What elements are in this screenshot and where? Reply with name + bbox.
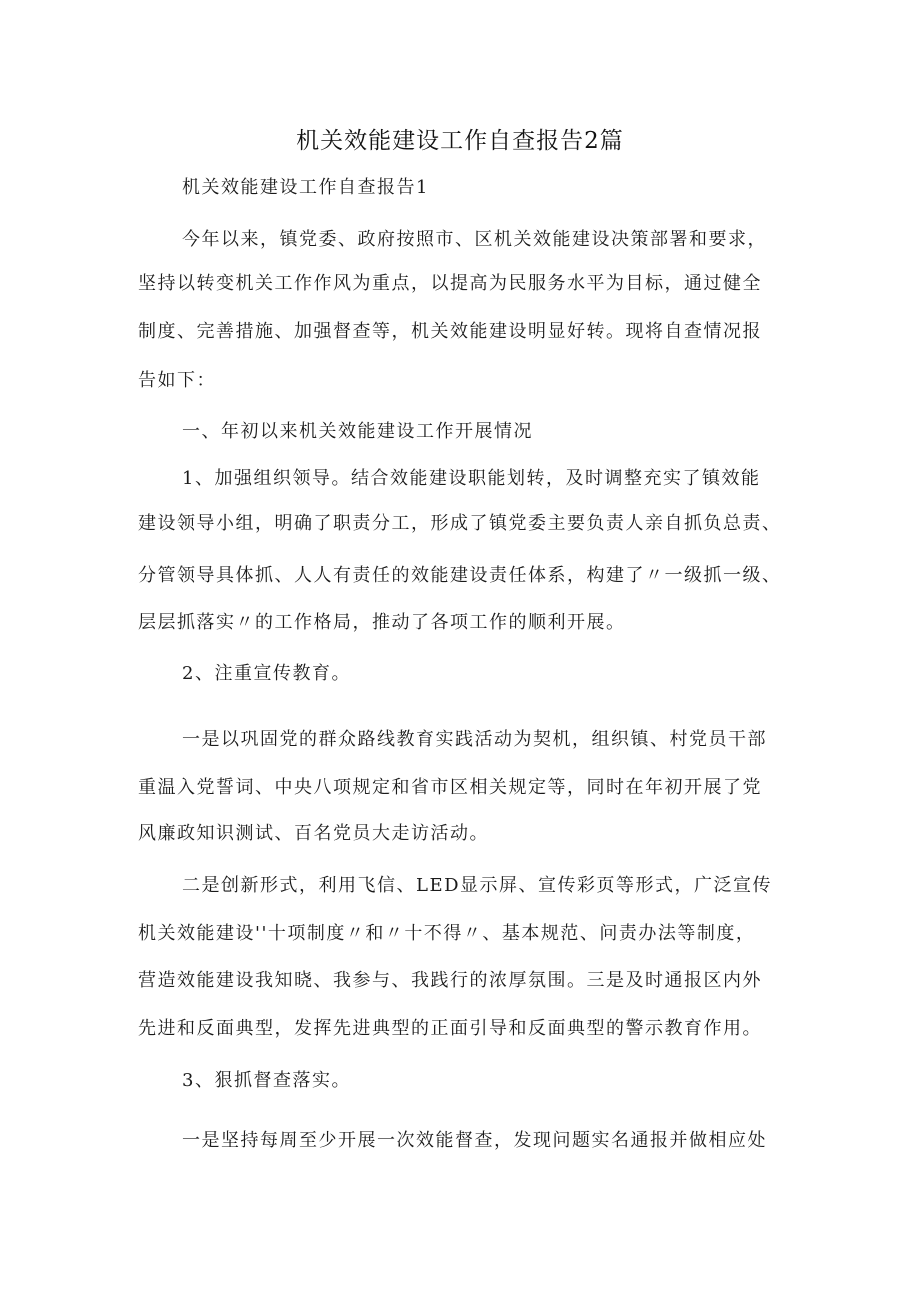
subsection-heading: 3、狠抓督查落实。 bbox=[182, 1070, 351, 1091]
text-line: 坚持以转变机关工作作风为重点，以提高为民服务水平为目标，通过健全 bbox=[138, 273, 762, 294]
text-line: 二是创新形式，利用飞信、LED显示屏、宣传彩页等形式，广泛宣传 bbox=[182, 875, 773, 896]
text-line: 制度、完善措施、加强督查等，机关效能建设明显好转。现将自查情况报 bbox=[138, 321, 762, 342]
section-heading: 一、年初以来机关效能建设工作开展情况 bbox=[182, 421, 533, 442]
text-line: 重温入党誓词、中央八项规定和省市区相关规定等，同时在年初开展了党 bbox=[138, 777, 762, 798]
text-line: 1、加强组织领导。结合效能建设职能划转，及时调整充实了镇效能 bbox=[182, 468, 761, 489]
text-line: 营造效能建设我知晓、我参与、我践行的浓厚氛围。三是及时通报区内外 bbox=[138, 970, 762, 991]
report-subtitle: 机关效能建设工作自查报告1 bbox=[182, 177, 429, 198]
text-line: 建设领导小组，明确了职责分工，形成了镇党委主要负责人亲自抓负总责、 bbox=[138, 513, 782, 534]
text-line: 一是以巩固党的群众路线教育实践活动为契机，组织镇、村党员干部 bbox=[182, 729, 767, 750]
text-line: 层层抓落实〃的工作格局，推动了各项工作的顺利开展。 bbox=[138, 612, 626, 633]
text-line: 分管领导具体抓、人人有责任的效能建设责任体系，构建了〃一级抓一级、 bbox=[138, 565, 782, 586]
text-line: 今年以来，镇党委、政府按照市、区机关效能建设决策部署和要求， bbox=[182, 229, 767, 250]
text-line: 告如下： bbox=[138, 370, 216, 391]
text-line: 先进和反面典型，发挥先进典型的正面引导和反面典型的警示教育作用。 bbox=[138, 1018, 762, 1039]
subsection-heading: 2、注重宣传教育。 bbox=[182, 663, 351, 684]
text-line: 机关效能建设''十项制度〃和〃十不得〃、基本规范、问责办法等制度， bbox=[138, 923, 756, 944]
text-line: 一是坚持每周至少开展一次效能督查，发现问题实名通报并做相应处 bbox=[182, 1130, 767, 1151]
document-title: 机关效能建设工作自查报告2篇 bbox=[296, 128, 624, 154]
text-line: 风廉政知识测试、百名党员大走访活动。 bbox=[138, 823, 489, 844]
